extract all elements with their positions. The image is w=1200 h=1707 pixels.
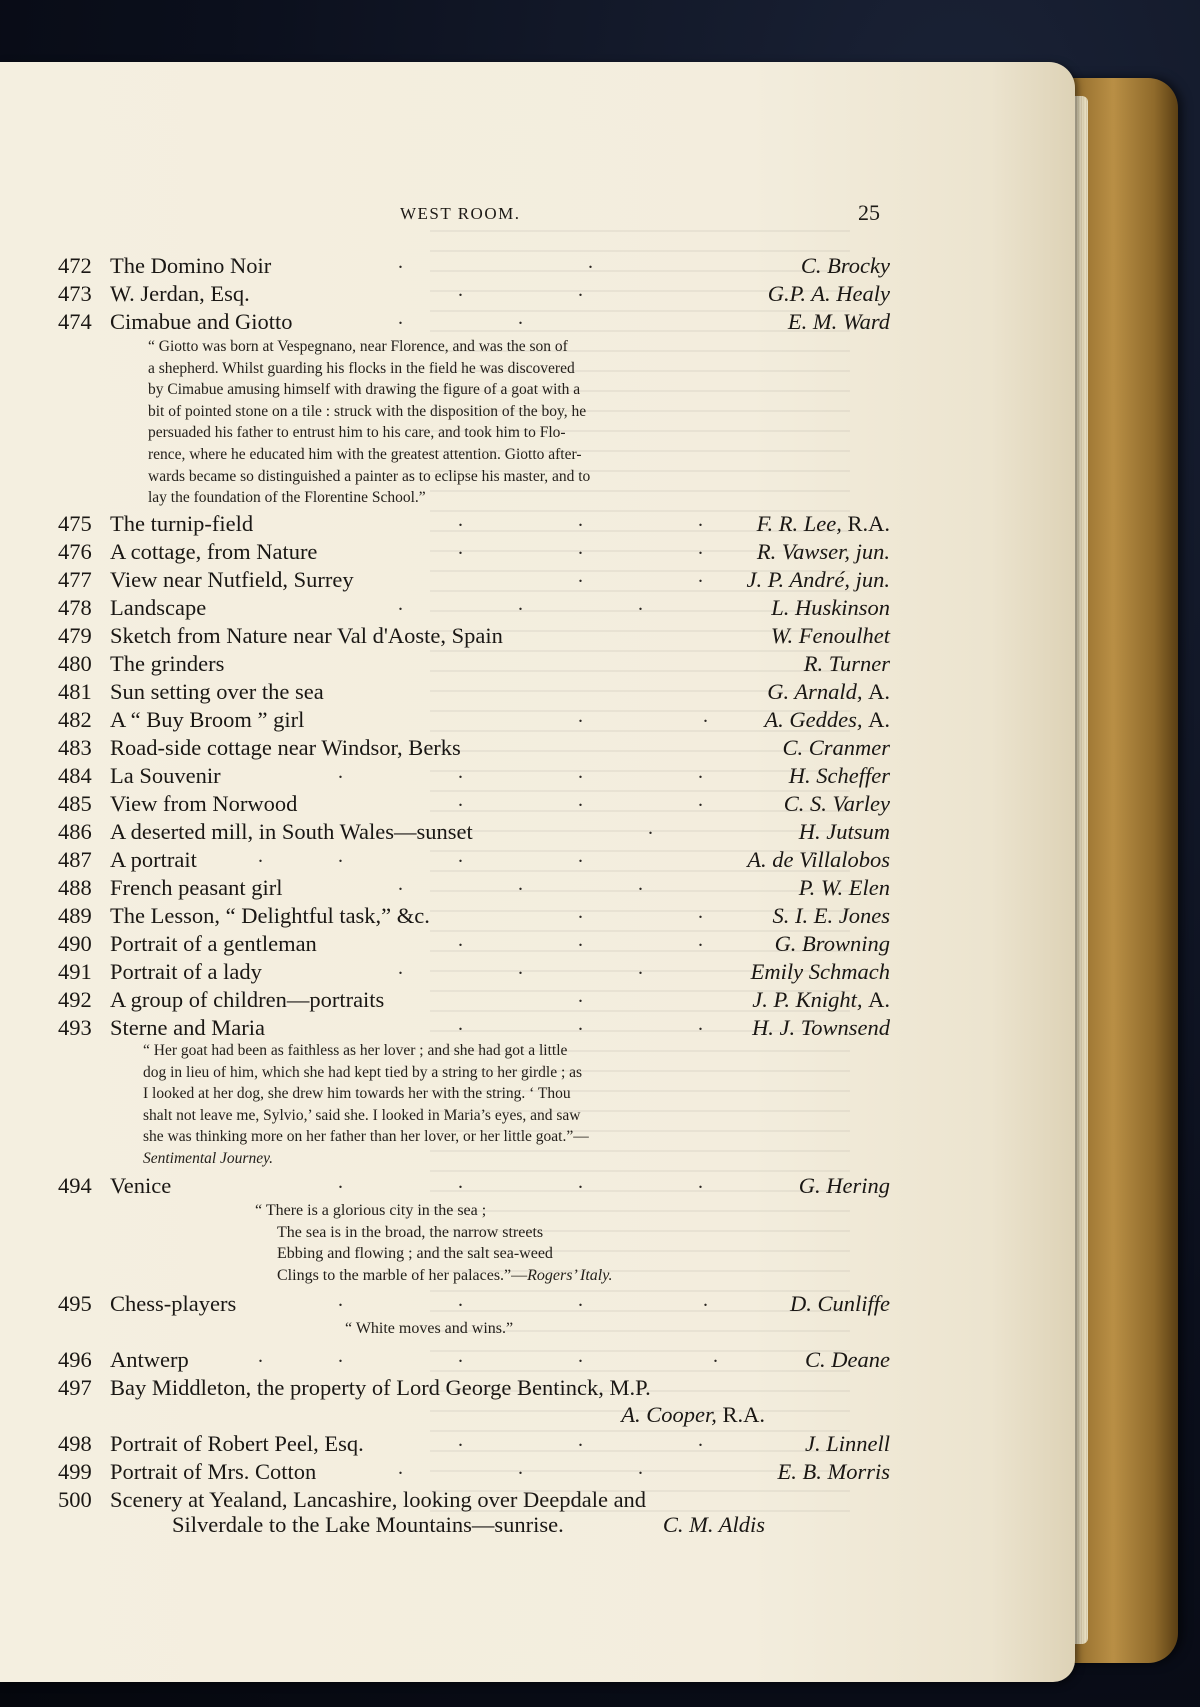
entry-title: Portrait of a lady [110, 959, 262, 984]
entry-title: Sun setting over the sea [110, 679, 324, 704]
entry-number: 491 [58, 959, 92, 984]
quote-493: “ Her goat had been as faithless as her lover ; and she had got a little dog in lieu of him, which she had kept tied by a string to her girdle ; as I looked at her dog, she drew him towards her with the string. ‘ Thou shalt not leave me, Sylvio,’ said she. I looked in Maria’s eyes, and saw she was thinking more on her father than her lover, or her little goat.”— Sentimental Journey. [143, 1042, 589, 1167]
entry-artist: E. B. Morris [777, 1459, 890, 1484]
entry-number: 476 [58, 539, 92, 564]
entry-artist: R. Turner [803, 651, 890, 676]
entry-title: View from Norwood [110, 791, 298, 816]
list-item [58, 1486, 890, 1514]
list-item: 492 A group of children—portraits . J. P. Knight, A. [58, 985, 890, 1012]
list-item: 495 Chess-players . . . . D. Cunliffe [58, 1289, 890, 1316]
entry-title: Bay Middleton, the property of Lord George Bentinck, M.P. [110, 1375, 651, 1400]
entry-number: 496 [58, 1347, 92, 1372]
list-item [58, 650, 890, 678]
entry-artist: A. de Villalobos [747, 847, 890, 872]
entry-number: 479 [58, 623, 92, 648]
entry-number: 483 [58, 735, 92, 760]
list-item [58, 678, 890, 706]
entry-number: 482 [58, 707, 92, 732]
entry-title: Sterne and Maria [110, 1015, 265, 1040]
entry-artist: J. P. André, jun. [746, 567, 890, 592]
list-item: 489 The Lesson, “ Delightful task,” &c. . . S. I. E. Jones [58, 901, 890, 928]
list-item: 487 A portrait . . . . A. de Villalobos [58, 845, 890, 872]
entry-number: 499 [58, 1459, 92, 1484]
entry-artist: H. J. Townsend [752, 1015, 890, 1040]
list-item: 494 Venice . . . . G. Hering [58, 1171, 890, 1198]
list-item: 477 View near Nutfield, Surrey . . J. P. André, jun. [58, 565, 890, 592]
entry-artist: R. Vawser, jun. [756, 539, 890, 564]
list-item: 482 A “ Buy Broom ” girl . . A. Geddes, A. [58, 705, 890, 732]
entry-number: 486 [58, 819, 92, 844]
list-item: 491 Portrait of a lady . . . Emily Schmach [58, 957, 890, 984]
entry-number: 497 [58, 1375, 92, 1400]
entry-title: The grinders [110, 651, 225, 676]
entry-title: A cottage, from Nature [110, 539, 318, 564]
entry-title: A “ Buy Broom ” girl [110, 707, 305, 732]
entry-title: A group of children—portraits [110, 987, 385, 1012]
entry-number: 487 [58, 847, 92, 872]
entry-number: 500 [58, 1487, 92, 1512]
entry-artist: C. M. Aldis [662, 1512, 765, 1537]
entry-artist: S. I. E. Jones [772, 903, 890, 928]
entry-title: Sketch from Nature near Val d'Aoste, Spain [110, 623, 503, 648]
entry-number: 492 [58, 987, 92, 1012]
entry-artist: G. Arnald, A. [767, 679, 890, 704]
list-item: 472 The Domino Noir . . C. Brocky [58, 251, 890, 278]
entry-title: Portrait of Robert Peel, Esq. [110, 1431, 364, 1456]
entry-artist: A. Geddes, A. [764, 707, 890, 732]
entry-title: Portrait of a gentleman [110, 931, 317, 956]
entry-artist: D. Cunliffe [790, 1291, 890, 1316]
entry-number: 495 [58, 1291, 92, 1316]
entry-title: La Souvenir [110, 763, 221, 788]
list-item [58, 1374, 890, 1402]
entry-title: Antwerp [110, 1347, 189, 1372]
list-item [58, 622, 890, 650]
list-item: 485 View from Norwood . . . C. S. Varley [58, 789, 890, 816]
entry-artist: C. Cranmer [782, 735, 890, 760]
entry-title: Venice [110, 1173, 172, 1198]
entry-title: The Lesson, “ Delightful task,” &c. [110, 903, 430, 928]
list-item: 475 The turnip-field . . . F. R. Lee, R.A. [58, 509, 890, 536]
list-item: 488 French peasant girl . . . P. W. Elen [58, 873, 890, 900]
entry-artist: C. Deane [805, 1347, 890, 1372]
list-item: 486 A deserted mill, in South Wales—sunset . H. Jutsum [58, 817, 890, 844]
entry-number: 480 [58, 651, 92, 676]
entry-number: 472 [58, 253, 92, 278]
list-item: 498 Portrait of Robert Peel, Esq. . . . J. Linnell [58, 1429, 890, 1456]
entry-title: The Domino Noir [110, 253, 272, 278]
entry-title: A deserted mill, in South Wales—sunset [110, 819, 473, 844]
entry-artist: C. Brocky [800, 253, 890, 278]
entry-title: Road-side cottage near Windsor, Berks [110, 735, 461, 760]
entry-artist: Emily Schmach [750, 959, 890, 984]
entry-artist: G. Hering [798, 1173, 890, 1198]
entry-title: Portrait of Mrs. Cotton [110, 1459, 317, 1484]
running-head: WEST ROOM. [400, 204, 521, 223]
list-item: 478 Landscape . . . L. Huskinson [58, 593, 890, 620]
entry-number: 475 [58, 511, 92, 536]
entry-title: French peasant girl [110, 875, 283, 900]
entry-artist: W. Fenoulhet [770, 623, 890, 648]
list-item: 476 A cottage, from Nature . . . R. Vawser, jun. [58, 537, 890, 564]
entry-title-continuation: Silverdale to the Lake Mountains—sunrise. [172, 1512, 564, 1537]
entry-artist: J. Linnell [805, 1431, 890, 1456]
entry-artist: J. P. Knight, A. [752, 987, 890, 1012]
quote-494: “ There is a glorious city in the sea ; The sea is in the broad, the narrow streets Ebbing and flowing ; and the salt sea-weed Clings to the marble of her palaces.”—Rogers’ Italy. [255, 1202, 613, 1284]
quote-495: “ White moves and wins.” [345, 1320, 514, 1337]
entry-artist: L. Huskinson [771, 595, 890, 620]
page-header [0, 200, 1075, 230]
entry-number: 489 [58, 903, 92, 928]
list-item [58, 734, 890, 762]
entry-number: 474 [58, 309, 92, 334]
entry-number: 485 [58, 791, 92, 816]
entry-number: 493 [58, 1015, 92, 1040]
list-item: 473 W. Jerdan, Esq. . . G.P. A. Healy [58, 279, 890, 306]
entry-number: 473 [58, 281, 92, 306]
quote-474: “ Giotto was born at Vespegnano, near Florence, and was the son of a shepherd. Whilst guarding his flocks in the field he was discovered by Cimabue amusing himself with drawing the figure of a goat with a bit of pointed stone on a tile : struck with the disposition of the boy, he persuaded his father to entrust him to his care, and took him to Flo- rence, where he educated him with the greatest attention. Giotto after- wards became so distinguished a painter as to eclipse his master, and to lay the foundation of the Florentine School.” [148, 338, 591, 507]
entry-title: Chess-players [110, 1291, 237, 1316]
list-item: 490 Portrait of a gentleman . . . G. Browning [58, 929, 890, 956]
entry-artist: H. Jutsum [798, 819, 890, 844]
entry-number: 481 [58, 679, 92, 704]
entry-artist: A. Cooper, R.A. [621, 1402, 765, 1427]
entry-title: A portrait [110, 847, 197, 872]
list-item: 484 La Souvenir . . . . H. Scheffer [58, 761, 890, 788]
entry-artist: P. W. Elen [798, 875, 890, 900]
entry-number: 484 [58, 763, 92, 788]
entry-number: 488 [58, 875, 92, 900]
entry-title: Landscape [110, 595, 207, 620]
entry-artist: H. Scheffer [788, 763, 890, 788]
entry-artist: E. M. Ward [787, 309, 890, 334]
entry-title: View near Nutfield, Surrey [110, 567, 354, 592]
entry-artist: G. Browning [774, 931, 890, 956]
entry-number: 477 [58, 567, 92, 592]
entry-number: 478 [58, 595, 92, 620]
list-item: 496 Antwerp . . . . . C. Deane [58, 1345, 890, 1372]
entry-title: Cimabue and Giotto [110, 309, 293, 334]
list-item: 474 Cimabue and Giotto . . E. M. Ward [58, 307, 890, 334]
entry-artist: G.P. A. Healy [767, 281, 890, 306]
entry-number: 498 [58, 1431, 92, 1456]
entry-title: W. Jerdan, Esq. [110, 281, 250, 306]
entry-number: 490 [58, 931, 92, 956]
entry-artist: F. R. Lee, R.A. [756, 511, 890, 536]
entry-artist: C. S. Varley [783, 791, 890, 816]
list-item: 499 Portrait of Mrs. Cotton . . . E. B. Morris [58, 1457, 890, 1484]
entry-title: The turnip-field [110, 511, 254, 536]
page-number: 25 [858, 200, 880, 225]
entry-number: 494 [58, 1173, 92, 1198]
entry-title: Scenery at Yealand, Lancashire, looking over Deepdale and [110, 1487, 647, 1512]
list-item: 493 Sterne and Maria . . . H. J. Townsend [58, 1013, 890, 1040]
